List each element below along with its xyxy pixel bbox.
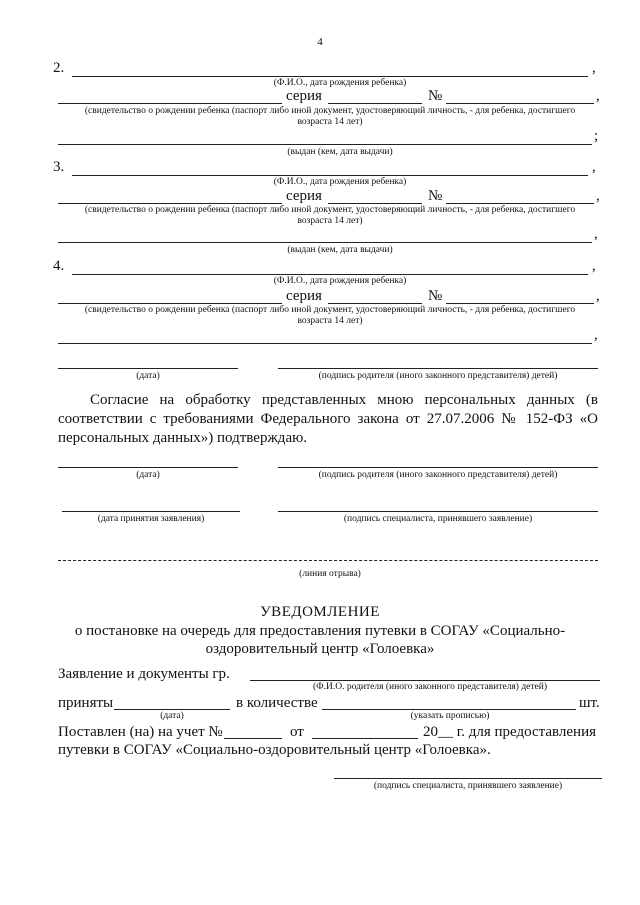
specialist-signature-line[interactable] [334, 778, 602, 779]
registered-label: Поставлен (на) на учет № [58, 724, 223, 740]
document-type-line[interactable] [58, 203, 282, 204]
child-number: 3. [53, 159, 65, 175]
parent-signature-line[interactable] [278, 368, 598, 369]
specialist-signature-line[interactable] [278, 511, 598, 512]
seria-label: серия [286, 188, 322, 204]
accepted-label: приняты [58, 695, 114, 711]
punctuation: , [592, 60, 596, 76]
punctuation: , [592, 258, 596, 274]
unit-label: шт. [579, 695, 600, 711]
punctuation: , [594, 327, 598, 343]
document-number-line[interactable] [446, 103, 594, 104]
child-fio-line[interactable] [72, 274, 588, 275]
parent-signature-caption: (подпись родителя (иного законного представителя) детей) [318, 470, 558, 480]
seria-label: серия [286, 288, 322, 304]
voucher-text: путевки в СОГАУ «Социально-оздоровительный центр «Голоевка». [58, 742, 491, 758]
applicant-caption: (Ф.И.О. родителя (иного законного представителя) детей) [312, 682, 548, 692]
seria-line[interactable] [328, 303, 422, 304]
parent-signature-line[interactable] [278, 467, 598, 468]
document-type-line[interactable] [58, 303, 282, 304]
date-caption: (дата) [136, 470, 160, 480]
child-number: 2. [53, 60, 65, 76]
punctuation: , [592, 159, 596, 175]
document-caption: (свидетельство о рождении ребенка (паспорт либо иной документ, удостоверяющий личность, - для ребенка, достигшего возраста 14 лет) [84, 305, 576, 326]
date-caption: (дата) [136, 371, 160, 381]
fio-caption: (Ф.И.О., дата рождения ребенка) [273, 78, 407, 88]
child-fio-line[interactable] [72, 76, 588, 77]
page-number: 4 [317, 36, 323, 48]
consent-paragraph: Согласие на обработку представленных мною персональных данных (в соответствии с требованиями Федерального закона от 27.07.2006 № 152-ФЗ «О персональных данных») подтверждаю. [58, 392, 598, 446]
date-line[interactable] [58, 467, 238, 468]
accepted-date-caption: (дата) [160, 711, 184, 721]
number-label: № [428, 88, 443, 104]
quantity-words-line[interactable] [322, 709, 576, 710]
notice-subtitle: о постановке на очередь для предоставления путевки в СОГАУ «Социально-оздоровительный центр «Голоевка» [74, 623, 566, 657]
registration-date-line[interactable] [312, 738, 418, 739]
issued-caption: (выдан (кем, дата выдачи) [287, 245, 393, 255]
parent-signature-caption: (подпись родителя (иного законного представителя) детей) [318, 371, 558, 381]
number-label: № [428, 188, 443, 204]
specialist-signature-caption: (подпись специалиста, принявшего заявление) [373, 781, 563, 791]
registration-number-line[interactable] [224, 738, 282, 739]
acceptance-date-caption: (дата принятия заявления) [97, 514, 205, 524]
punctuation: ; [594, 128, 599, 144]
acceptance-date-line[interactable] [62, 511, 240, 512]
fio-caption: (Ф.И.О., дата рождения ребенка) [273, 276, 407, 286]
child-fio-line[interactable] [72, 175, 588, 176]
issued-line[interactable] [58, 343, 592, 344]
document-caption: (свидетельство о рождении ребенка (паспорт либо иной документ, удостоверяющий личность, - для ребенка, достигшего возраста 14 лет) [84, 106, 576, 127]
date-line[interactable] [58, 368, 238, 369]
seria-line[interactable] [328, 203, 422, 204]
seria-line[interactable] [328, 103, 422, 104]
fio-caption: (Ф.И.О., дата рождения ребенка) [273, 177, 407, 187]
issued-line[interactable] [58, 144, 592, 145]
punctuation: , [596, 188, 600, 204]
child-number: 4. [53, 258, 65, 274]
cut-line [58, 560, 598, 561]
quantity-label: в количестве [236, 695, 318, 711]
quantity-words-caption: (указать прописью) [410, 711, 490, 721]
accepted-date-line[interactable] [114, 709, 230, 710]
punctuation: , [596, 288, 600, 304]
document-type-line[interactable] [58, 103, 282, 104]
cut-caption: (линия отрыва) [299, 569, 361, 579]
issued-line[interactable] [58, 242, 592, 243]
specialist-signature-caption: (подпись специалиста, принявшего заявление) [343, 514, 533, 524]
year-label: 20__ г. для предоставления [423, 724, 597, 740]
number-label: № [428, 288, 443, 304]
applicant-name-line[interactable] [250, 680, 600, 681]
applicant-label: Заявление и документы гр. [58, 666, 230, 682]
seria-label: серия [286, 88, 322, 104]
issued-caption: (выдан (кем, дата выдачи) [287, 147, 393, 157]
notice-title: УВЕДОМЛЕНИЕ [260, 604, 380, 620]
punctuation: , [594, 226, 598, 242]
document-number-line[interactable] [446, 303, 594, 304]
document-number-line[interactable] [446, 203, 594, 204]
from-label: от [290, 724, 304, 740]
document-caption: (свидетельство о рождении ребенка (паспорт либо иной документ, удостоверяющий личность, - для ребенка, достигшего возраста 14 лет) [84, 205, 576, 226]
punctuation: , [596, 88, 600, 104]
